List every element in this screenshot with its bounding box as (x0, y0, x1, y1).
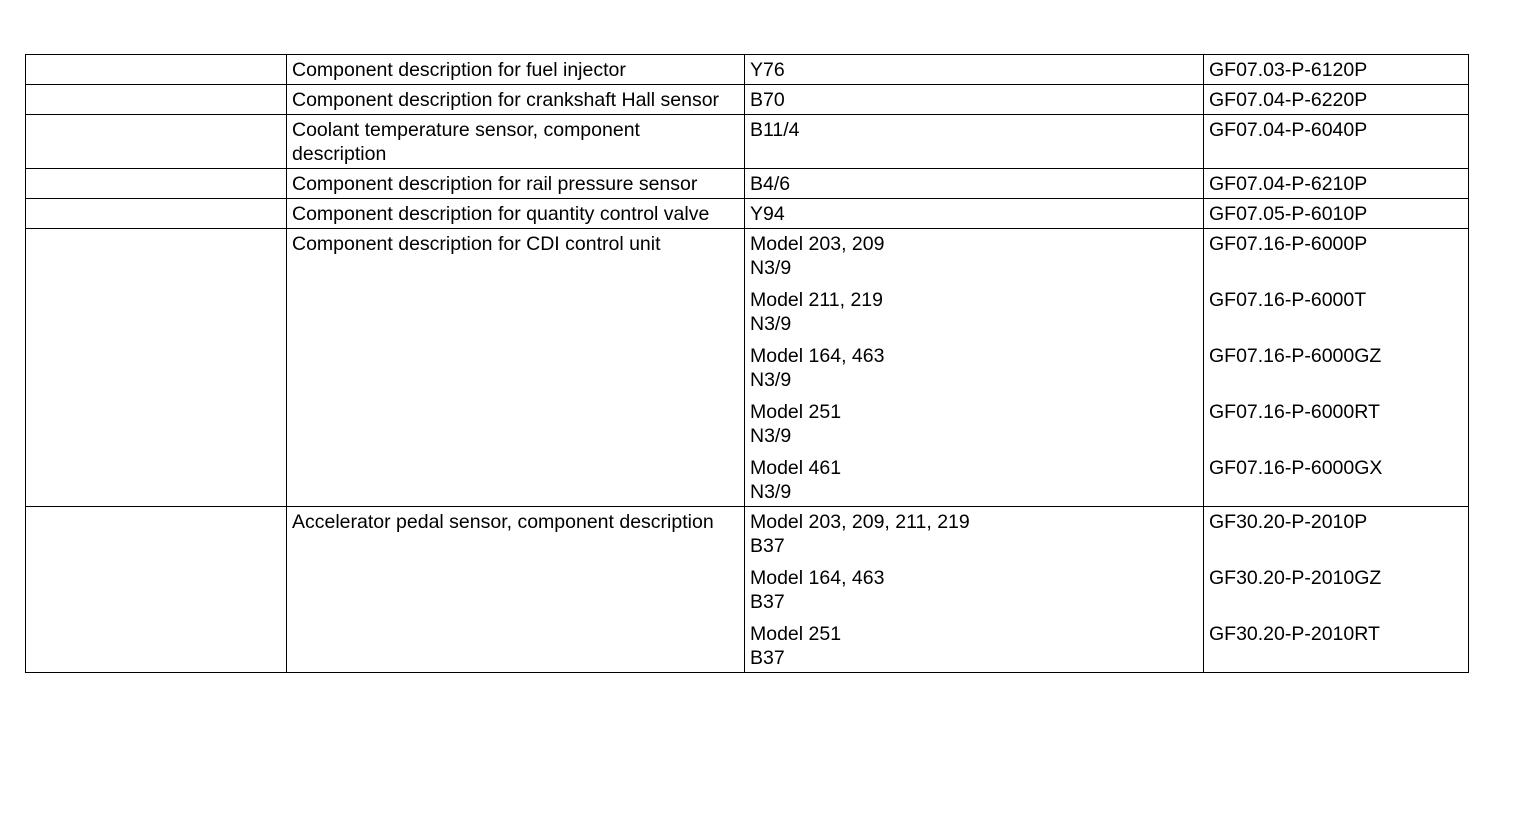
component-designation: B4/6 (750, 173, 791, 195)
document-reference-link[interactable]: GF07.16-P-6000P (1209, 233, 1368, 255)
reference-spacer (1209, 368, 1463, 392)
reference-entry (1209, 456, 1463, 504)
document-reference-link[interactable]: GF30.20-P-2010RT (1209, 623, 1380, 645)
description-cell: Accelerator pedal sensor, component description (287, 507, 745, 673)
document-reference-link[interactable]: GF07.16-P-6000GZ (1209, 345, 1382, 367)
reference-entry (1209, 232, 1463, 280)
model-designation-cell (745, 229, 1204, 507)
blank-cell (26, 507, 287, 673)
document-reference-cell (1204, 169, 1469, 199)
component-designation: Y94 (750, 203, 785, 225)
description-cell: Component description for fuel injector (287, 55, 745, 85)
blank-cell (26, 199, 287, 229)
component-designation: N3/9 (750, 313, 792, 335)
model-designation-cell (745, 199, 1204, 229)
model-designation-cell (745, 85, 1204, 115)
reference-entry (1209, 510, 1463, 558)
reference-spacer (1209, 424, 1463, 448)
reference-entry (1209, 202, 1463, 226)
table-row (26, 169, 1469, 199)
model-label: Model 211, 219 (750, 289, 883, 311)
component-designation: Y76 (750, 59, 785, 81)
document-reference-cell (1204, 199, 1469, 229)
model-label: Model 251 (750, 401, 842, 423)
model-designation-cell (745, 55, 1204, 85)
table-row (26, 199, 1469, 229)
component-designation: N3/9 (750, 425, 792, 447)
component-designation: B37 (750, 591, 785, 613)
reference-entry (1209, 622, 1463, 670)
component-designation: B11/4 (750, 119, 800, 141)
blank-cell (26, 55, 287, 85)
description-cell: Coolant temperature sensor, component description (287, 115, 745, 169)
reference-spacer (1209, 590, 1463, 614)
model-label: Model 203, 209 (750, 233, 885, 255)
model-entry (750, 400, 1198, 448)
reference-entry (1209, 344, 1463, 392)
description-cell: Component description for rail pressure sensor (287, 169, 745, 199)
component-designation: N3/9 (750, 481, 792, 503)
reference-entry (1209, 400, 1463, 448)
document-reference-cell (1204, 229, 1469, 507)
reference-entry (1209, 566, 1463, 614)
table-row (26, 229, 1469, 507)
model-entry (750, 344, 1198, 392)
model-entry (750, 88, 1198, 112)
model-entry (750, 232, 1198, 280)
model-entry (750, 622, 1198, 670)
component-designation: B37 (750, 535, 785, 557)
description-cell: Component description for crankshaft Hall sensor (287, 85, 745, 115)
model-entry (750, 118, 1198, 142)
document-reference-link[interactable]: GF07.04-P-6210P (1209, 173, 1368, 195)
description-cell: Component description for quantity control valve (287, 199, 745, 229)
model-label: Model 203, 209, 211, 219 (750, 511, 970, 533)
model-designation-cell (745, 169, 1204, 199)
blank-cell (26, 85, 287, 115)
reference-entry (1209, 172, 1463, 196)
reference-spacer (1209, 646, 1463, 670)
blank-cell (26, 169, 287, 199)
model-entry (750, 510, 1198, 558)
blank-cell (26, 229, 287, 507)
document-reference-cell (1204, 115, 1469, 169)
table-body (26, 55, 1469, 673)
reference-spacer (1209, 312, 1463, 336)
component-reference-table (25, 54, 1469, 673)
component-designation: N3/9 (750, 369, 792, 391)
model-designation-cell (745, 115, 1204, 169)
table-row (26, 115, 1469, 169)
description-cell: Component description for CDI control unit (287, 229, 745, 507)
table-row (26, 85, 1469, 115)
model-label: Model 164, 463 (750, 567, 885, 589)
component-designation: N3/9 (750, 257, 792, 279)
reference-spacer (1209, 256, 1463, 280)
document-reference-link[interactable]: GF30.20-P-2010GZ (1209, 567, 1382, 589)
document-reference-link[interactable]: GF07.04-P-6220P (1209, 89, 1368, 111)
model-designation-cell (745, 507, 1204, 673)
document-reference-link[interactable]: GF07.16-P-6000GX (1209, 457, 1383, 479)
model-entry (750, 456, 1198, 504)
model-label: Model 251 (750, 623, 842, 645)
reference-entry (1209, 288, 1463, 336)
model-entry (750, 566, 1198, 614)
model-label: Model 461 (750, 457, 842, 479)
document-reference-link[interactable]: GF07.04-P-6040P (1209, 119, 1368, 141)
component-designation: B70 (750, 89, 785, 111)
model-entry (750, 58, 1198, 82)
model-entry (750, 202, 1198, 226)
reference-entry (1209, 58, 1463, 82)
document-reference-link[interactable]: GF30.20-P-2010P (1209, 511, 1368, 533)
model-entry (750, 172, 1198, 196)
table-row (26, 55, 1469, 85)
model-label: Model 164, 463 (750, 345, 885, 367)
document-reference-cell (1204, 55, 1469, 85)
document-reference-cell (1204, 85, 1469, 115)
component-designation: B37 (750, 647, 785, 669)
document-reference-cell (1204, 507, 1469, 673)
reference-spacer (1209, 534, 1463, 558)
reference-spacer (1209, 480, 1463, 504)
table-row (26, 507, 1469, 673)
blank-cell (26, 115, 287, 169)
reference-entry (1209, 88, 1463, 112)
document-reference-link[interactable]: GF07.16-P-6000RT (1209, 401, 1380, 423)
document-reference-link[interactable]: GF07.03-P-6120P (1209, 59, 1368, 81)
document-reference-link[interactable]: GF07.16-P-6000T (1209, 289, 1367, 311)
model-entry (750, 288, 1198, 336)
reference-entry (1209, 118, 1463, 142)
document-reference-link[interactable]: GF07.05-P-6010P (1209, 203, 1368, 225)
